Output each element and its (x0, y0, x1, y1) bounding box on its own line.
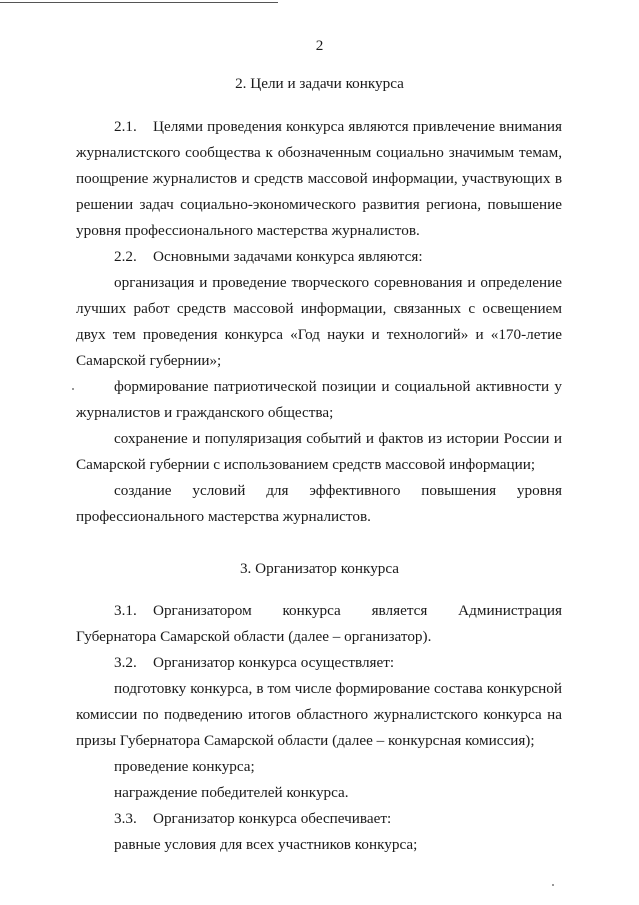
paragraph-2-1-line: уровня профессионального мастерства журналистов. (76, 222, 420, 239)
task-line: журналистов и гражданского общества; (76, 404, 334, 421)
duty-line: комиссии по подведению итогов областного журналистского конкурса на (76, 706, 562, 723)
paragraph-2-1-line: решении задач социально-экономического развития региона, повышение (76, 196, 562, 213)
paragraph-3-3-number: 3.3. (114, 810, 137, 827)
scan-speck (552, 884, 554, 886)
paragraph-2-2-number: 2.2. (114, 248, 137, 265)
paragraph-3-1-number: 3.1. (114, 602, 137, 619)
ensure-line: равные условия для всех участников конкурса; (114, 836, 418, 853)
section-2-heading: 2. Цели и задачи конкурса (235, 75, 404, 92)
paragraph-3-1-line: Организатором конкурса является Администрация (153, 602, 562, 619)
task-line: профессионального мастерства журналистов. (76, 508, 371, 525)
paragraph-3-1-line: Губернатора Самарской области (далее – организатор). (76, 628, 432, 645)
task-line: двух тем проведения конкурса «Год науки и технологий» и «170-летие (76, 326, 562, 343)
paragraph-2-2-intro: Основными задачами конкурса являются: (153, 248, 423, 265)
top-rule (0, 2, 278, 3)
duty-line: призы Губернатора Самарской области (далее – конкурсная комиссия); (76, 732, 535, 749)
section-3-heading: 3. Организатор конкурса (239, 560, 400, 577)
task-line: Самарской губернии»; (76, 352, 222, 369)
task-line: формирование патриотической позиции и социальной активности у (114, 378, 562, 395)
paragraph-2-1-line: журналистского сообщества к обозначенным социально значимым темам, (76, 144, 562, 161)
paragraph-3-3-intro: Организатор конкурса обеспечивает: (153, 810, 392, 827)
task-line: сохранение и популяризация событий и фактов из истории России и (114, 430, 562, 447)
paragraph-2-1-line: Целями проведения конкурса являются привлечение внимания (153, 118, 562, 135)
duty-line: проведение конкурса; (114, 758, 255, 775)
scan-speck (72, 388, 74, 390)
task-line: создание условий для эффективного повышения уровня (114, 482, 562, 499)
paragraph-3-2-number: 3.2. (114, 654, 137, 671)
task-line: организация и проведение творческого соревнования и определение (114, 274, 562, 291)
duty-line: подготовку конкурса, в том числе формирование состава конкурсной (114, 680, 562, 697)
duty-line: награждение победителей конкурса. (114, 784, 349, 801)
paragraph-2-1-line: поощрение журналистов и средств массовой информации, участвующих в (76, 170, 562, 187)
task-line: лучших работ средств массовой информации, связанных с освещением (76, 300, 562, 317)
page-number: 2 (315, 37, 324, 54)
paragraph-3-2-intro: Организатор конкурса осуществляет: (153, 654, 395, 671)
paragraph-2-1-number: 2.1. (114, 118, 137, 135)
task-line: Самарской губернии с использованием средств массовой информации; (76, 456, 536, 473)
